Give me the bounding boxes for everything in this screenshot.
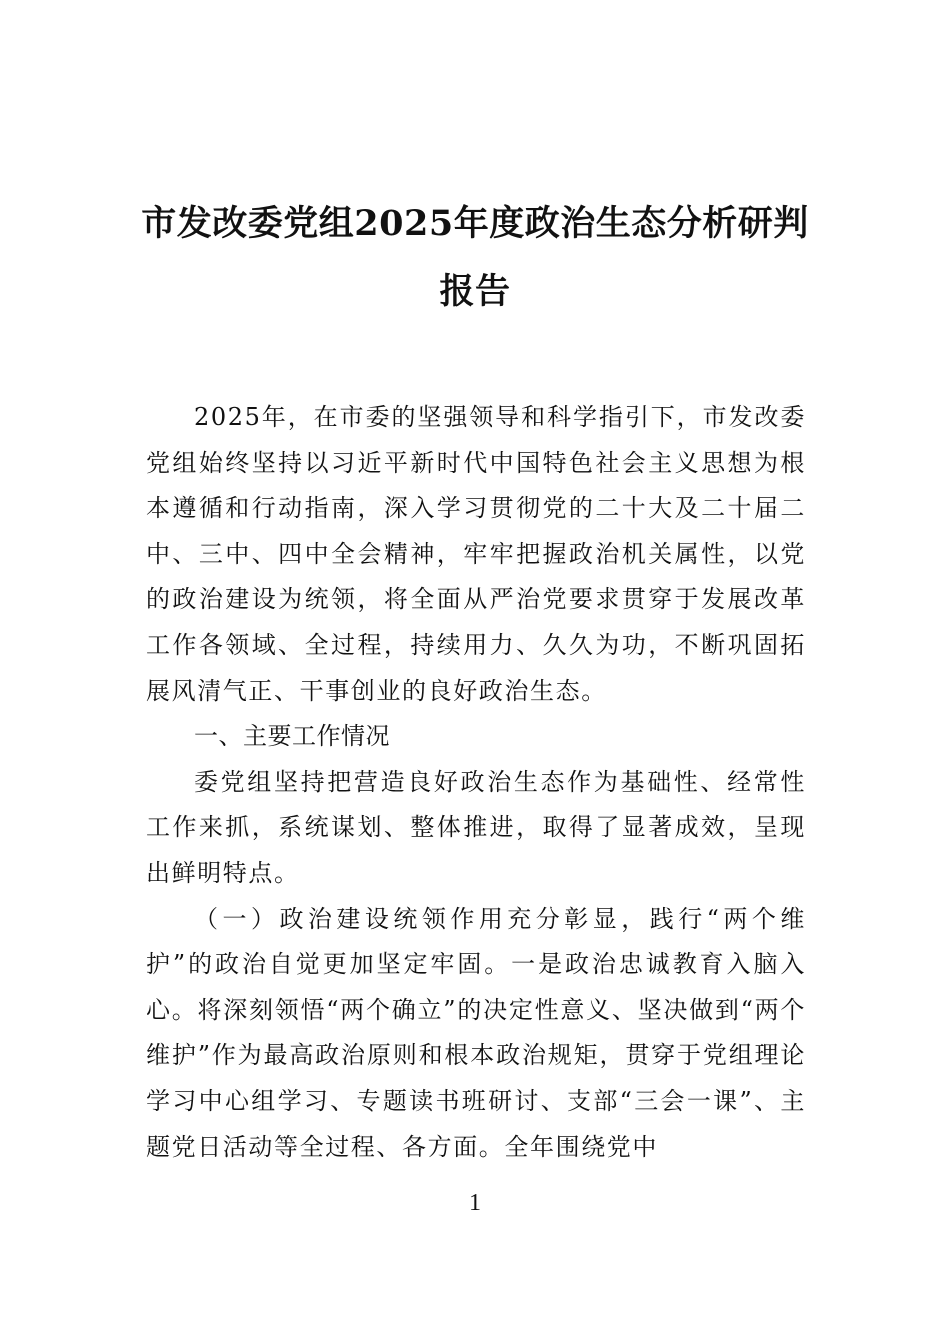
document-body xyxy=(146,395,806,1170)
subsection-paragraph: （一）政治建设统领作用充分彰显，践行“两个维护”的政治自觉更加坚定牢固。一是政治忠诚教育入脑入心。将深刻领悟“两个确立”的决定性意义、坚决做到“两个维护”作为最高政治原则和根本政治规矩，贯穿于党组理论学习中心组学习、专题读书班研讨、支部“三会一课”、主题党日活动等全过程、各方面。全年围绕党中 xyxy=(146,904,806,1161)
intro-paragraph: 2025年，在市委的坚强领导和科学指引下，市发改委党组始终坚持以习近平新时代中国特色社会主义思想为根本遵循和行动指南，深入学习贯彻党的二十大及二十届二中、三中、四中全会精神，牢牢把握政治机关属性，以党的政治建设为统领，将全面从严治党要求贯穿于发展改革工作各领域、全过程，持续用力、久久为功，不断巩固拓展风清气正、干事创业的良好政治生态。 xyxy=(146,403,806,705)
section-heading: 一、主要工作情况 xyxy=(194,722,390,751)
title-line-1: 市发改委党组2025年度政治生态分析研判 xyxy=(141,203,809,244)
section-intro-paragraph: 委党组坚持把营造良好政治生态作为基础性、经常性工作来抓，系统谋划、整体推进，取得了显著成效，呈现出鲜明特点。 xyxy=(146,767,806,887)
title-line-2: 报告 xyxy=(439,271,511,312)
page-number: 1 xyxy=(469,1190,481,1216)
document-title xyxy=(140,190,810,326)
